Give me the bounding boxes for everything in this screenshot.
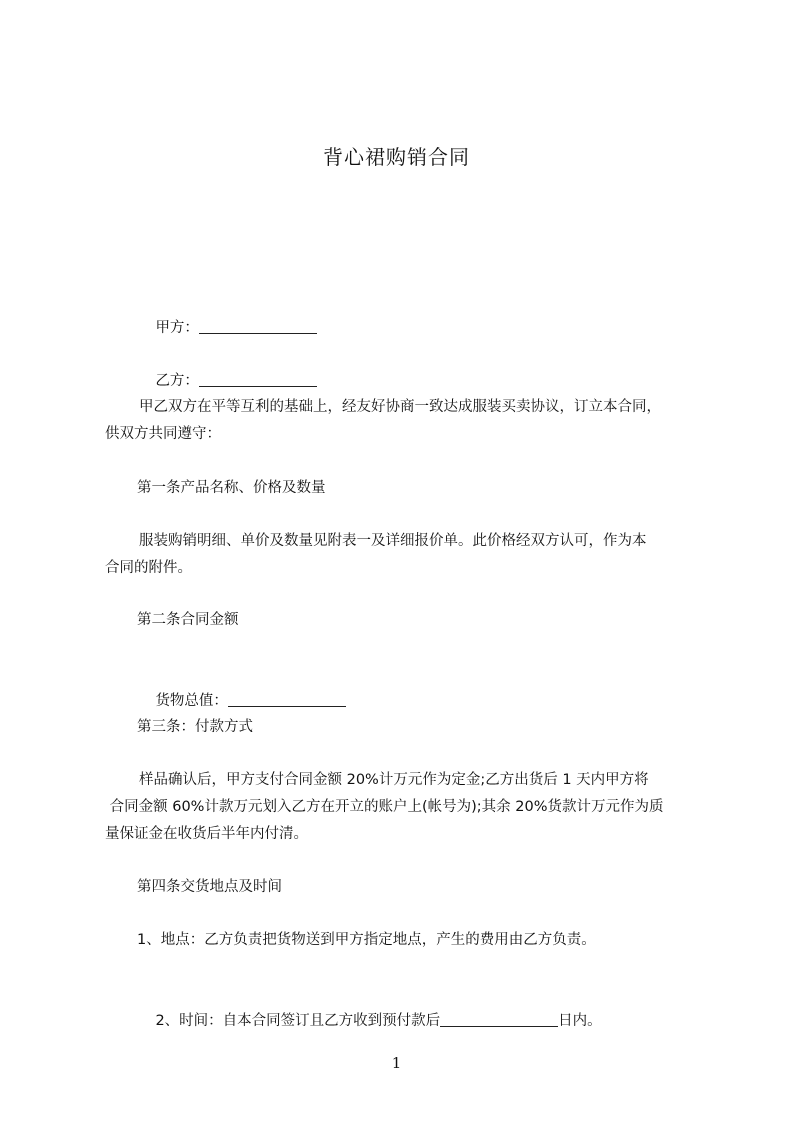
article-3-title: 第三条：付款方式 [137, 719, 253, 735]
goods-total-blank [228, 692, 346, 707]
page-number: 1 [391, 1054, 402, 1072]
article-4-item-2-prefix: 2、时间：自本合同签订且乙方收到预付款后 [155, 1013, 441, 1029]
article-1-line-2: 合同的附件。 [105, 560, 192, 576]
party-b-blank [199, 372, 317, 387]
article-4-item-1: 1、地点：乙方负责把货物送到甲方指定地点，产生的费用由乙方负责。 [137, 932, 596, 948]
article-4-item-2-suffix: 日内。 [558, 1013, 602, 1029]
article-1-title: 第一条产品名称、价格及数量 [137, 480, 326, 496]
article-4-item-2 [105, 981, 747, 1062]
party-a-blank [199, 319, 317, 334]
goods-total-label: 货物总值： [155, 693, 228, 709]
delivery-days-blank [440, 1012, 558, 1027]
page-title: 背心裙购销合同 [323, 145, 470, 169]
intro-paragraph-line-1: 甲乙双方在平等互利的基础上，经友好协商一致达成服装买卖协议，订立本合同， [139, 399, 661, 415]
party-a-label: 甲方： [155, 320, 199, 336]
article-4-title: 第四条交货地点及时间 [137, 879, 282, 895]
article-1-line-1: 服装购销明细、单价及数量见附表一及详细报价单。此价格经双方认可，作为本 [139, 533, 647, 549]
article-3-line-2: 合同金额 60%计款万元划入乙方在开立的账户上(帐号为);其余 20%货款计万元作为质 [105, 799, 664, 815]
party-b-label: 乙方： [155, 373, 199, 389]
article-3-line-1: 样品确认后，甲方支付合同金额 20%计万元作为定金;乙方出货后 1 天内甲方将 [139, 772, 649, 788]
article-2-title: 第二条合同金额 [137, 612, 239, 628]
intro-paragraph-line-2: 供双方共同遵守： [105, 426, 221, 442]
article-3-line-3: 量保证金在收货后半年内付清。 [105, 826, 308, 842]
